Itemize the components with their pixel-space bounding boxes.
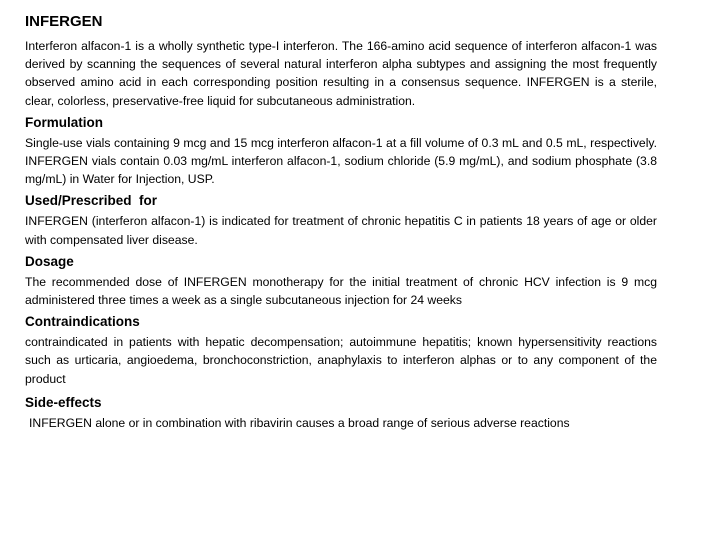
- used-prescribed-paragraph: INFERGEN (interferon alfacon-1) is indicated for treatment of chronic hepatitis C in patients 18 years of age or older with compensated liver disease.: [25, 214, 657, 247]
- dosage-heading: Dosage: [25, 253, 74, 269]
- formulation-heading: Formulation: [25, 114, 103, 130]
- side-effects-heading: Side-effects: [25, 394, 102, 410]
- formulation-paragraph: Single-use vials containing 9 mcg and 15 mcg interferon alfacon-1 at a fill volume of 0.3 mL and 0.5 mL, respectively. INFERGEN vials contain 0.03 mg/mL interferon alfacon-1, sodium chloride (5.9 mg/mL), and sodium phosphate (3.8 mg/mL) in Water for Injection, USP.: [25, 135, 657, 187]
- side-effects-paragraph: INFERGEN alone or in combination with ribavirin causes a broad range of serious adverse reactions: [29, 415, 570, 430]
- dosage-paragraph: The recommended dose of INFERGEN monotherapy for the initial treatment of chronic HCV infection is 9 mcg administered three times a week as a single subcutaneous injection for 24 weeks: [25, 274, 657, 308]
- document-page: [25, 12, 657, 436]
- document-title: INFERGEN: [25, 13, 103, 30]
- intro-paragraph: Interferon alfacon-1 is a wholly synthetic type-I interferon. The 166-amino acid sequence of interferon alfacon-1 was derived by scanning the sequences of several natural interferon alpha subtypes and assigning the most frequently observed amino acid in each corresponding position resulting in a consensus sequence. INFERGEN is a sterile, clear, colorless, preservative-free liquid for subcutaneous administration.: [25, 39, 657, 108]
- contraindications-heading: Contraindications: [25, 314, 140, 330]
- used-prescribed-heading: Used/Prescribed for: [25, 193, 158, 209]
- contraindications-paragraph: contraindicated in patients with hepatic decompensation; autoimmune hepatitis; known hypersensitivity reactions such as urticaria, angioedema, bronchoconstriction, anaphylaxis to interferon alphas or to any component of the product: [25, 335, 657, 386]
